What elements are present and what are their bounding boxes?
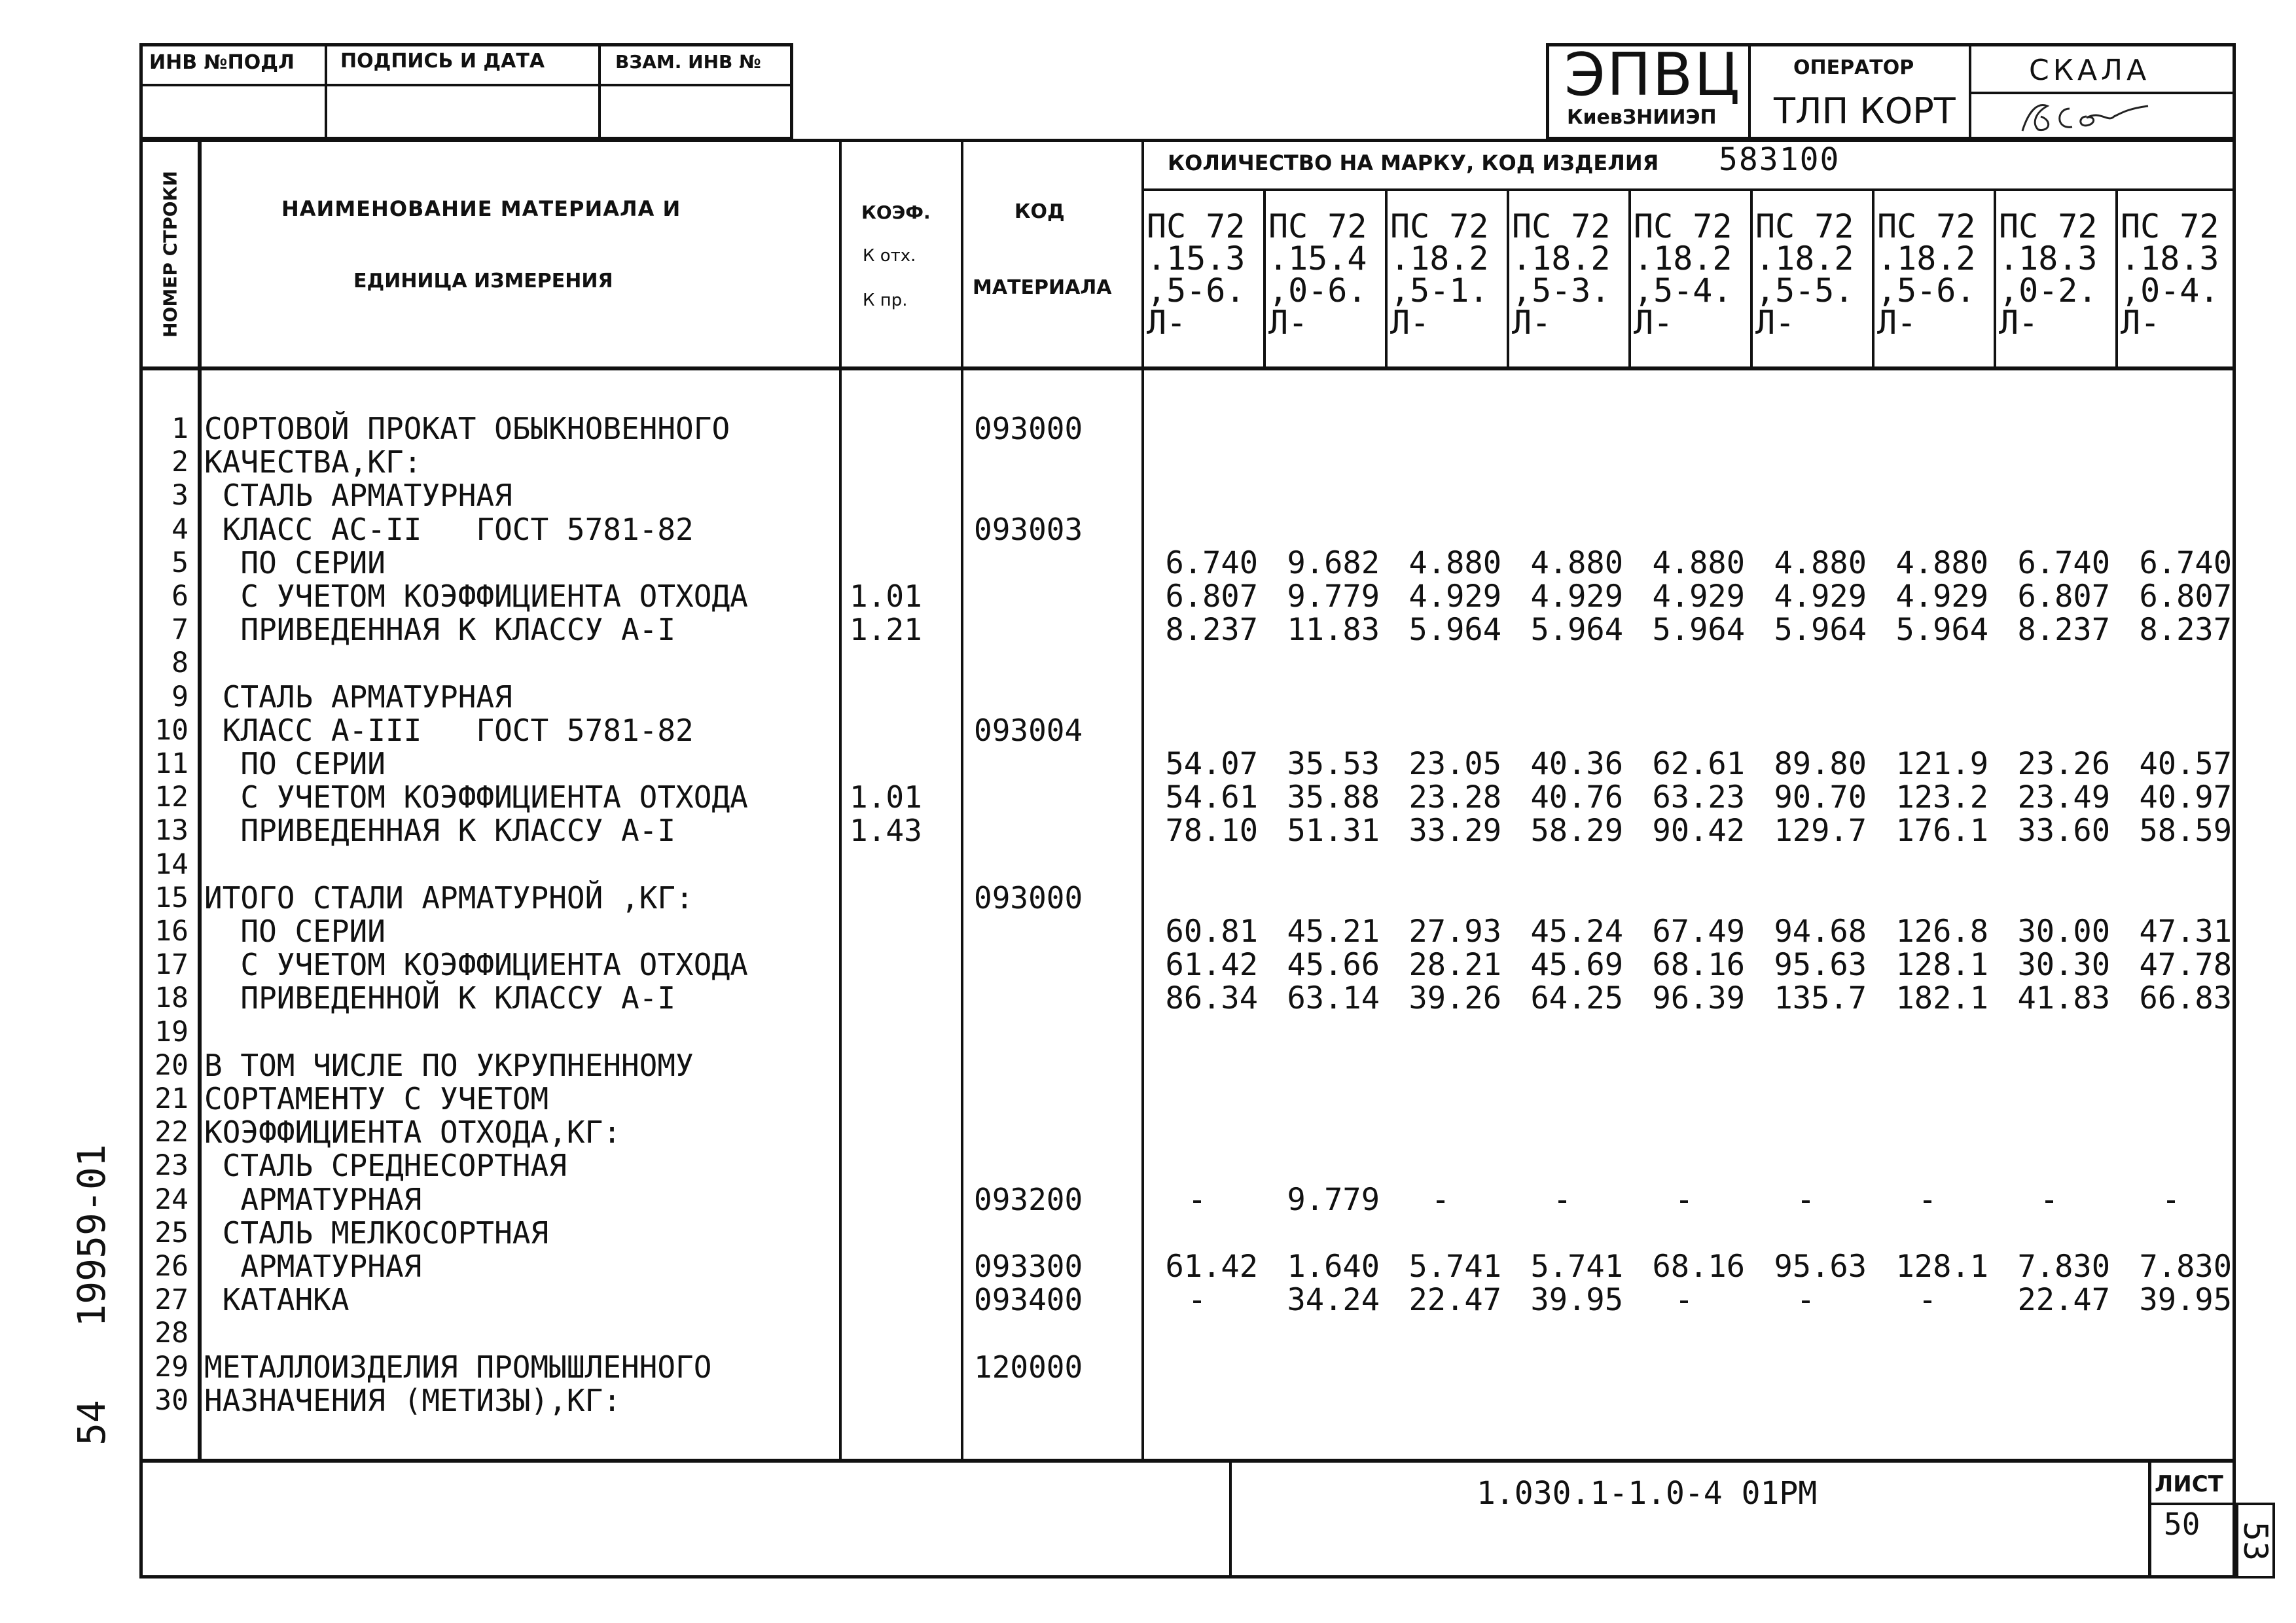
row-number: 9 (171, 681, 188, 713)
row-name: КАЧЕСТВА,КГ: (204, 444, 422, 480)
prod-col-line-7 (1994, 188, 1996, 368)
row-number: 7 (171, 613, 188, 646)
row-value: 135.7 (1774, 980, 1867, 1016)
org-name: ЭПВЦ (1564, 41, 1742, 109)
row-code: 093300 (974, 1249, 1083, 1284)
archive-page: 54 (69, 1400, 114, 1446)
row-number: 29 (154, 1351, 188, 1383)
sheet-box-divider (2148, 1503, 2236, 1505)
row-value: 4.929 (1774, 579, 1867, 615)
row-value: 45.24 (1530, 914, 1623, 950)
row-value: - (2161, 1182, 2181, 1218)
row-number: 22 (154, 1116, 188, 1149)
row-number: 10 (154, 714, 188, 747)
row-value: 23.26 (2017, 746, 2110, 782)
header-code-line2: МАТЕРИАЛА (973, 276, 1112, 299)
row-number: 25 (154, 1217, 188, 1249)
stamp-right-divider (1969, 92, 2236, 94)
row-value: 86.34 (1165, 980, 1258, 1016)
row-value: 94.68 (1774, 914, 1867, 950)
row-name: СОРТАМЕНТУ С УЧЕТОМ (204, 1081, 549, 1116)
row-name: СТАЛЬ АРМАТУРНАЯ (204, 679, 512, 715)
row-value: 6.740 (2139, 545, 2232, 581)
row-code: 093004 (974, 713, 1083, 748)
row-name: СТАЛЬ АРМАТУРНАЯ (204, 478, 512, 513)
product-col-2: ПС 72 .15.4 ,0-6. Л- (1268, 207, 1367, 342)
row-number: 5 (171, 546, 188, 579)
row-value: 90.70 (1774, 779, 1867, 815)
row-value: 4.880 (1774, 545, 1867, 581)
row-value: 39.26 (1408, 980, 1501, 1016)
stamp-left-sep-2 (598, 43, 601, 140)
row-value: 6.807 (2017, 579, 2110, 615)
row-value: 4.929 (1530, 579, 1623, 615)
row-value: - (1187, 1182, 1207, 1218)
row-number: 21 (154, 1082, 188, 1115)
row-value: 176.1 (1895, 813, 1988, 849)
row-name: В ТОМ ЧИСЛЕ ПО УКРУПНЕННОМУ (204, 1048, 694, 1083)
row-value: 35.53 (1287, 746, 1380, 782)
row-name: С УЧЕТОМ КОЭФФИЦИЕНТА ОТХОДА (204, 579, 748, 614)
row-value: 39.95 (2139, 1282, 2232, 1318)
header-name-line2: ЕДИНИЦА ИЗМЕРЕНИЯ (353, 270, 613, 293)
title-block-sep (1229, 1459, 1232, 1578)
row-value: 68.16 (1652, 947, 1745, 983)
row-value: 35.88 (1287, 779, 1380, 815)
row-value: 4.929 (1652, 579, 1745, 615)
row-number: 13 (154, 814, 188, 847)
row-value: - (1187, 1282, 1207, 1318)
row-name: ПРИВЕДЕННАЯ К КЛАССУ А-I (204, 612, 676, 647)
row-number: 23 (154, 1149, 188, 1182)
row-code: 093200 (974, 1182, 1083, 1217)
prod-col-line-3 (1507, 188, 1509, 368)
row-value: 95.63 (1774, 1249, 1867, 1285)
product-col-1: ПС 72 .15.3 ,5-6. Л- (1147, 207, 1246, 342)
row-value: 58.29 (1530, 813, 1623, 849)
row-value: 41.83 (2017, 980, 2110, 1016)
row-value: 128.1 (1895, 1249, 1988, 1285)
row-value: - (1796, 1182, 1816, 1218)
row-number: 1 (171, 412, 188, 445)
prod-col-line-5 (1750, 188, 1753, 368)
prod-col-line-2 (1385, 188, 1388, 368)
row-value: 63.23 (1652, 779, 1745, 815)
row-number: 28 (154, 1317, 188, 1349)
row-value: 9.779 (1287, 579, 1380, 615)
row-name: ПРИВЕДЕННАЯ К КЛАССУ А-I (204, 813, 676, 848)
row-name: АРМАТУРНАЯ (204, 1182, 422, 1217)
stamp-left-sep-1 (325, 43, 327, 140)
row-value: 4.929 (1895, 579, 1988, 615)
row-name: СТАЛЬ СРЕДНЕСОРТНАЯ (204, 1148, 567, 1183)
row-name: С УЧЕТОМ КОЭФФИЦИЕНТА ОТХОДА (204, 947, 748, 982)
row-value: 8.237 (2017, 612, 2110, 648)
row-value: 64.25 (1530, 980, 1623, 1016)
row-code: 093000 (974, 411, 1083, 446)
row-value: 123.2 (1895, 779, 1988, 815)
stamp-left-divider (139, 84, 793, 86)
stamp-right-sep-1 (1748, 43, 1751, 140)
product-col-3: ПС 72 .18.2 ,5-1. Л- (1390, 207, 1489, 342)
header-code-line1: КОД (1014, 200, 1065, 223)
row-name: СОРТОВОЙ ПРОКАТ ОБЫКНОВЕННОГО (204, 411, 730, 446)
row-coef: 1.01 (850, 579, 922, 614)
row-number: 24 (154, 1183, 188, 1216)
row-name: КОЭФФИЦИЕНТА ОТХОДА,КГ: (204, 1115, 621, 1150)
row-name: АРМАТУРНАЯ (204, 1249, 422, 1284)
row-value: 67.49 (1652, 914, 1745, 950)
row-value: 40.57 (2139, 746, 2232, 782)
row-value: - (1918, 1282, 1937, 1318)
title-block (139, 1459, 2236, 1578)
row-value: 61.42 (1165, 947, 1258, 983)
row-number: 20 (154, 1049, 188, 1082)
archive-number: 19959-01 (69, 1144, 114, 1327)
row-value: - (1918, 1182, 1937, 1218)
row-number: 26 (154, 1250, 188, 1283)
row-value: 5.964 (1530, 612, 1623, 648)
org-subtitle: КиевЗНИИЭП (1567, 106, 1717, 129)
row-number: 3 (171, 479, 188, 512)
document-code: 1.030.1-1.0-4 01РМ (1477, 1475, 1818, 1512)
stamp-header-signature: ПОДПИСЬ И ДАТА (340, 50, 545, 73)
product-col-6: ПС 72 .18.2 ,5-5. Л- (1755, 207, 1854, 342)
row-value: 78.10 (1165, 813, 1258, 849)
header-coef-line2: К отх. (863, 246, 916, 266)
row-value: 9.682 (1287, 545, 1380, 581)
row-value: 22.47 (1408, 1282, 1501, 1318)
row-value: 4.880 (1652, 545, 1745, 581)
product-col-4: ПС 72 .18.2 ,5-3. Л- (1512, 207, 1611, 342)
row-name: ПО СЕРИИ (204, 746, 386, 781)
row-value: 7.830 (2139, 1249, 2232, 1285)
col-line-coef (961, 139, 963, 1462)
row-name: КАТАНКА (204, 1282, 350, 1317)
row-value: - (1674, 1182, 1694, 1218)
row-value: 28.21 (1408, 947, 1501, 983)
product-col-9: ПС 72 .18.3 ,0-4. Л- (2121, 207, 2219, 342)
row-value: 5.964 (1652, 612, 1745, 648)
row-value: 33.60 (2017, 813, 2110, 849)
row-value: 5.741 (1530, 1249, 1623, 1285)
signature (2009, 97, 2206, 136)
row-value: 34.24 (1287, 1282, 1380, 1318)
program-name: СКАЛА (2029, 54, 2151, 87)
prod-col-line-6 (1872, 188, 1874, 368)
row-value: 9.779 (1287, 1182, 1380, 1218)
product-code: 583100 (1719, 141, 1840, 178)
row-value: 22.47 (2017, 1282, 2110, 1318)
row-value: 58.59 (2139, 813, 2232, 849)
row-value: 129.7 (1774, 813, 1867, 849)
quantity-label-line (1141, 188, 2236, 191)
row-name: НАЗНАЧЕНИЯ (МЕТИЗЫ),КГ: (204, 1383, 621, 1418)
row-value: 23.49 (2017, 779, 2110, 815)
row-value: 23.28 (1408, 779, 1501, 815)
row-value: 5.964 (1895, 612, 1988, 648)
row-value: 45.69 (1530, 947, 1623, 983)
row-coef: 1.01 (850, 779, 922, 815)
prod-col-line-4 (1628, 188, 1631, 368)
row-value: 128.1 (1895, 947, 1988, 983)
row-name: ПО СЕРИИ (204, 914, 386, 949)
row-code: 093400 (974, 1282, 1083, 1317)
row-value: 51.31 (1287, 813, 1380, 849)
row-value: 30.30 (2017, 947, 2110, 983)
row-value: 4.929 (1408, 579, 1501, 615)
product-col-8: ПС 72 .18.3 ,0-2. Л- (1999, 207, 2098, 342)
col-line-rownum (198, 139, 202, 1462)
row-number: 14 (154, 848, 188, 881)
row-value: 47.78 (2139, 947, 2232, 983)
row-number: 6 (171, 580, 188, 613)
header-coef-line1: КОЭФ. (861, 202, 931, 223)
row-value: 121.9 (1895, 746, 1988, 782)
sheet-label: ЛИСТ (2155, 1471, 2223, 1497)
stamp-header-inv: ИНВ №ПОДЛ (149, 51, 295, 74)
row-code: 093000 (974, 880, 1083, 916)
row-value: - (1674, 1282, 1694, 1318)
row-value: 54.07 (1165, 746, 1258, 782)
prod-col-line-8 (2115, 188, 2118, 368)
row-number: 19 (154, 1016, 188, 1048)
row-value: 54.61 (1165, 779, 1258, 815)
row-name: ИТОГО СТАЛИ АРМАТУРНОЙ ,КГ: (204, 880, 694, 916)
row-value: 61.42 (1165, 1249, 1258, 1285)
row-value: 4.880 (1895, 545, 1988, 581)
row-value: 5.741 (1408, 1249, 1501, 1285)
row-name: СТАЛЬ МЕЛКОСОРТНАЯ (204, 1215, 549, 1251)
row-value: 126.8 (1895, 914, 1988, 950)
row-value: 66.83 (2139, 980, 2232, 1016)
row-value: 6.740 (1165, 545, 1258, 581)
row-value: 5.964 (1408, 612, 1501, 648)
quantity-label: КОЛИЧЕСТВО НА МАРКУ, КОД ИЗДЕЛИЯ (1168, 151, 1659, 175)
row-value: 33.29 (1408, 813, 1501, 849)
header-name-line1: НАИМЕНОВАНИЕ МАТЕРИАЛА И (281, 196, 681, 221)
row-value: 89.80 (1774, 746, 1867, 782)
row-value: 45.66 (1287, 947, 1380, 983)
row-value: 40.36 (1530, 746, 1623, 782)
product-col-5: ПС 72 .18.2 ,5-4. Л- (1634, 207, 1732, 342)
row-value: 45.21 (1287, 914, 1380, 950)
row-value: 182.1 (1895, 980, 1988, 1016)
row-value: 30.00 (2017, 914, 2110, 950)
row-value: 62.61 (1652, 746, 1745, 782)
sheet-number: 50 (2164, 1507, 2200, 1542)
row-value: 95.63 (1774, 947, 1867, 983)
stamp-header-replace: ВЗАМ. ИНВ № (615, 51, 761, 73)
row-number: 27 (154, 1283, 188, 1316)
row-value: - (2039, 1182, 2059, 1218)
row-value: 47.31 (2139, 914, 2232, 950)
row-value: 6.807 (2139, 579, 2232, 615)
row-value: 40.76 (1530, 779, 1623, 815)
row-value: 11.83 (1287, 612, 1380, 648)
row-value: 40.97 (2139, 779, 2232, 815)
row-value: 6.740 (2017, 545, 2110, 581)
product-col-7: ПС 72 .18.2 ,5-6. Л- (1877, 207, 1976, 342)
row-value: 8.237 (1165, 612, 1258, 648)
row-coef: 1.43 (850, 813, 922, 848)
row-name: МЕТАЛЛОИЗДЕЛИЯ ПРОМЫШЛЕННОГО (204, 1349, 712, 1385)
side-number: 53 (2236, 1521, 2274, 1561)
operator-name: ТЛП КОРТ (1774, 90, 1956, 132)
row-value: 8.237 (2139, 612, 2232, 648)
row-coef: 1.21 (850, 612, 922, 647)
row-number: 8 (171, 647, 188, 679)
operator-label: ОПЕРАТОР (1793, 56, 1914, 79)
row-value: 23.05 (1408, 746, 1501, 782)
row-code: 120000 (974, 1349, 1083, 1385)
row-value: 5.964 (1774, 612, 1867, 648)
row-name: ПРИВЕДЕННОЙ К КЛАССУ А-I (204, 980, 676, 1016)
row-number: 16 (154, 915, 188, 948)
header-row-number: НОМЕР СТРОКИ (159, 171, 181, 338)
row-value: - (1431, 1182, 1450, 1218)
row-value: - (1552, 1182, 1572, 1218)
row-name: С УЧЕТОМ КОЭФФИЦИЕНТА ОТХОДА (204, 779, 748, 815)
row-value: 6.807 (1165, 579, 1258, 615)
row-name: КЛАСС А-III ГОСТ 5781-82 (204, 713, 694, 748)
row-code: 093003 (974, 512, 1083, 547)
row-value: 68.16 (1652, 1249, 1745, 1285)
row-value: 63.14 (1287, 980, 1380, 1016)
row-value: 39.95 (1530, 1282, 1623, 1318)
row-value: - (1796, 1282, 1816, 1318)
row-value: 96.39 (1652, 980, 1745, 1016)
header-coef-line3: К пр. (863, 291, 908, 310)
row-number: 12 (154, 781, 188, 813)
row-value: 4.880 (1530, 545, 1623, 581)
prod-col-line-1 (1263, 188, 1266, 368)
col-line-name (839, 139, 842, 1462)
row-value: 4.880 (1408, 545, 1501, 581)
row-name: КЛАСС АС-II ГОСТ 5781-82 (204, 512, 694, 547)
row-value: 60.81 (1165, 914, 1258, 950)
row-value: 90.42 (1652, 813, 1745, 849)
row-value: 27.93 (1408, 914, 1501, 950)
row-number: 2 (171, 446, 188, 478)
row-number: 15 (154, 882, 188, 914)
row-name: ПО СЕРИИ (204, 545, 386, 580)
row-number: 4 (171, 513, 188, 546)
row-value: 1.640 (1287, 1249, 1380, 1285)
row-number: 18 (154, 982, 188, 1014)
row-number: 17 (154, 948, 188, 981)
row-number: 30 (154, 1384, 188, 1417)
row-value: 7.830 (2017, 1249, 2110, 1285)
row-number: 11 (154, 747, 188, 780)
header-bottom-line (139, 366, 2236, 370)
